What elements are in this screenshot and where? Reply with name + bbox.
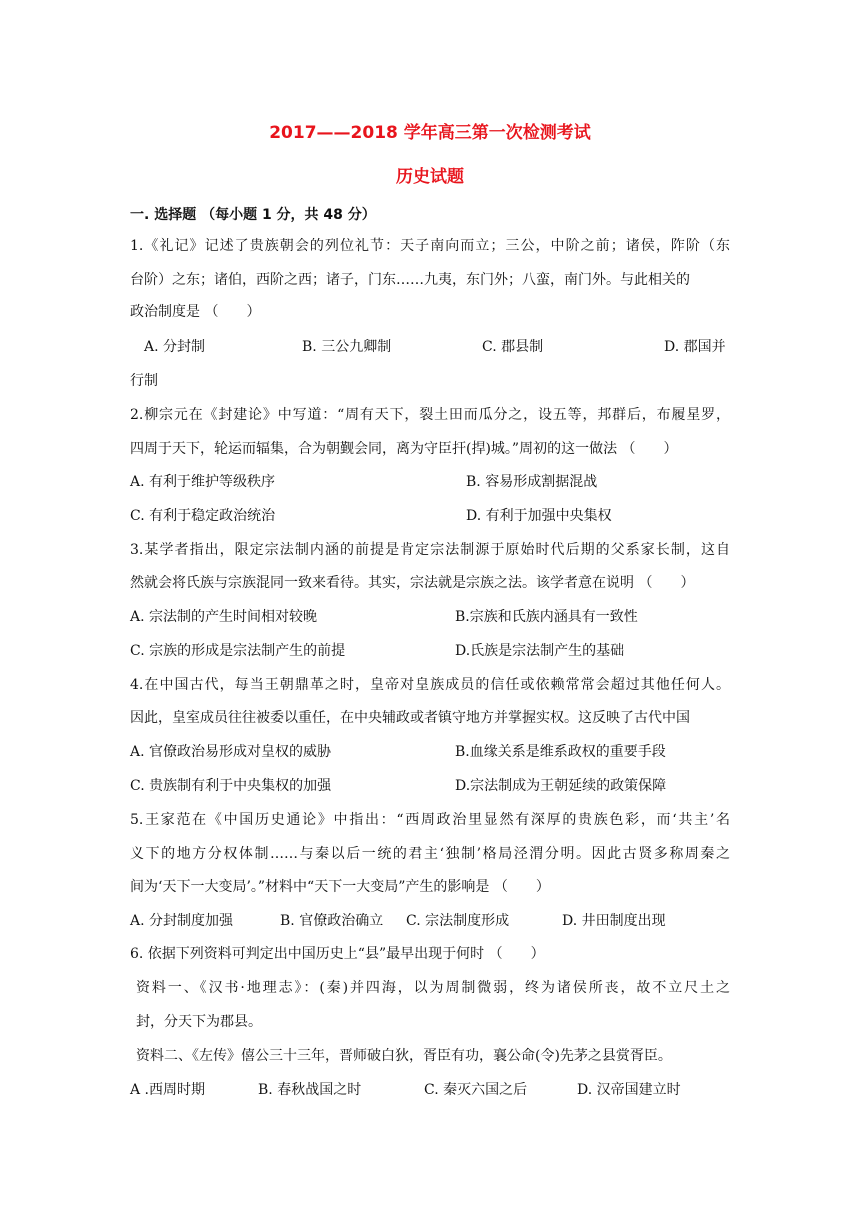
- section-heading: 一. 选择题 （每小题 1 分，共 48 分）: [130, 207, 376, 223]
- exam-title: 2017——2018 学年高三第一次检测考试: [269, 123, 591, 143]
- question-6-line-1: 6. 依据下列资料可判定出中国历史上“县”最早出现于何时 （ ）: [130, 946, 545, 962]
- question-6-option-d: D. 汉帝国建立时: [577, 1082, 681, 1098]
- question-5-option-c: C. 宗法制度形成: [406, 913, 510, 929]
- question-6-source-2: 资料二、《左传》僖公三十三年，晋师破白狄，胥臣有功，襄公命(令)先茅之县赏胥臣。: [136, 1048, 672, 1064]
- question-4-line-2: 因此，皇室成员往往被委以重任，在中央辅政或者镇守地方并掌握实权。这反映了古代中国: [130, 710, 690, 726]
- question-6-source-1-line-1: 资料一、《汉书·地理志》：(秦)并四海，以为周制微弱，终为诸侯所丧，故不立尺土之: [136, 980, 730, 996]
- question-3-option-a: A. 宗法制的产生时间相对较晚: [130, 609, 318, 625]
- question-2-option-d: D. 有利于加强中央集权: [466, 508, 612, 524]
- question-2-line-1: 2.柳宗元在《封建论》中写道：“周有天下，裂土田而瓜分之，设五等，邦群后，布履星罗，: [130, 407, 730, 423]
- question-4-option-b: B.血缘关系是维系政权的重要手段: [455, 744, 666, 760]
- question-5-line-2: 义下的地方分权体制……与秦以后一统的君主‘独制’格局泾渭分明。因此古贤多称周秦之: [130, 846, 730, 862]
- question-3-option-c: C. 宗族的形成是宗法制产生的前提: [130, 643, 346, 659]
- question-1-option-c: C. 郡县制: [482, 339, 544, 355]
- question-5-line-1: 5.王家范在《中国历史通论》中指出：“西周政治里显然有深厚的贵族色彩，而‘共主’名: [130, 812, 730, 828]
- question-1-option-d-continued: 行制: [130, 373, 158, 389]
- question-4-option-c: C. 贵族制有利于中央集权的加强: [130, 778, 332, 794]
- exam-subtitle: 历史试题: [396, 167, 464, 187]
- question-6-option-b: B. 春秋战国之时: [258, 1082, 362, 1098]
- question-5-option-b: B. 官僚政治确立: [280, 913, 384, 929]
- question-5-option-a: A. 分封制度加强: [130, 913, 234, 929]
- question-5-line-3: 间为‘天下一大变局’。”材料中“天下一大变局”产生的影响是 （ ）: [130, 879, 550, 895]
- question-4-option-a: A. 官僚政治易形成对皇权的威胁: [130, 744, 332, 760]
- question-1-line-1: 1.《礼记》记述了贵族朝会的列位礼节：天子南向而立；三公，中阶之前；诸侯，阼阶（东: [130, 238, 730, 254]
- question-1-option-d: D. 郡国并: [664, 339, 726, 355]
- question-6-source-1-line-2: 封，分天下为郡县。: [136, 1014, 262, 1030]
- question-1-option-b: B. 三公九卿制: [302, 339, 392, 355]
- question-1-line-2: 台阶）之东；诸伯，西阶之西；诸子，门东……九夷，东门外；八蛮，南门外。与此相关的: [130, 272, 690, 288]
- question-6-option-c: C. 秦灭六国之后: [424, 1082, 528, 1098]
- question-4-line-1: 4.在中国古代，每当王朝鼎革之时，皇帝对皇族成员的信任或依赖常常会超过其他任何人。: [130, 677, 730, 693]
- question-2-option-b: B. 容易形成割据混战: [466, 474, 598, 490]
- question-1-line-3: 政治制度是 （ ）: [130, 304, 261, 320]
- question-3-line-2: 然就会将氏族与宗族混同一致来看待。其实，宗法就是宗族之法。该学者意在说明 （ ）: [130, 575, 695, 591]
- question-2-line-2: 四周于天下，轮运而辐集，合为朝觐会同，离为守臣扞(捍)城。”周初的这一做法 （ ）: [130, 441, 678, 457]
- question-2-option-a: A. 有利于维护等级秩序: [130, 474, 276, 490]
- question-1-option-a: A. 分封制: [144, 339, 206, 355]
- question-2-option-c: C. 有利于稳定政治统治: [130, 508, 276, 524]
- question-3-option-d: D.氏族是宗法制产生的基础: [455, 643, 625, 659]
- question-3-option-b: B.宗族和氏族内涵具有一致性: [455, 609, 638, 625]
- question-5-option-d: D. 井田制度出现: [562, 913, 666, 929]
- question-4-option-d: D.宗法制成为王朝延续的政策保障: [455, 778, 667, 794]
- question-6-option-a: A .西周时期: [130, 1082, 206, 1098]
- question-3-line-1: 3.某学者指出，限定宗法制内涵的前提是肯定宗法制源于原始时代后期的父系家长制，这自: [130, 542, 730, 558]
